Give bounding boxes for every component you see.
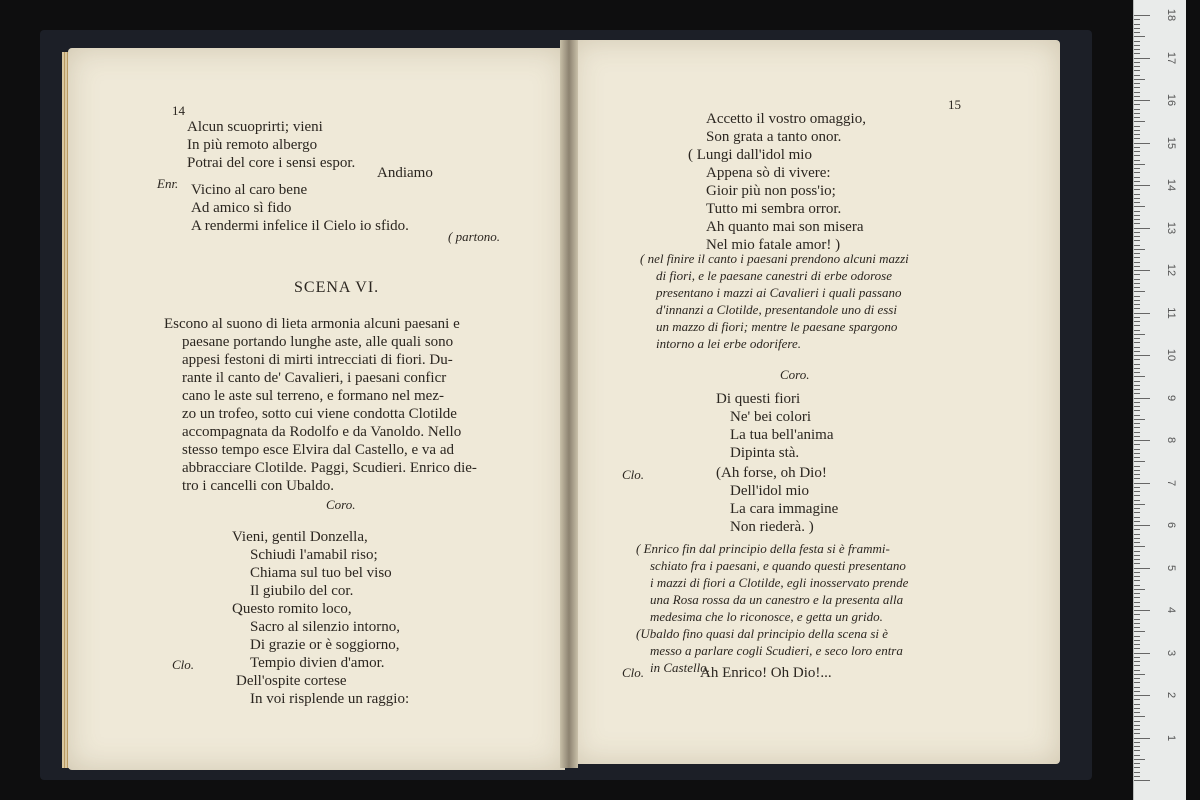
ruler-tick bbox=[1134, 168, 1140, 169]
ruler-number: 18 bbox=[1165, 8, 1177, 22]
ruler-tick bbox=[1134, 619, 1140, 620]
ruler-tick bbox=[1134, 670, 1140, 671]
verse-line: Gioir più non poss'io; bbox=[706, 183, 836, 199]
ruler-tick bbox=[1134, 534, 1140, 535]
ruler-tick bbox=[1134, 49, 1140, 50]
ruler-tick bbox=[1134, 117, 1140, 118]
ruler-tick bbox=[1134, 194, 1140, 195]
stage-direction-line: di fiori, e le paesane canestri di erbe odorose bbox=[656, 268, 893, 283]
verse-line: Di grazie or è soggiorno, bbox=[250, 637, 400, 653]
ruler-tick bbox=[1134, 211, 1140, 212]
speaker-label: Clo. bbox=[622, 665, 645, 680]
ruler-tick bbox=[1134, 729, 1140, 730]
ruler-tick bbox=[1134, 100, 1150, 101]
ruler-tick bbox=[1134, 712, 1140, 713]
verse-line: Sacro al silenzio intorno, bbox=[250, 619, 400, 635]
stage-direction: ( partono. bbox=[448, 229, 500, 244]
ruler-number: 14 bbox=[1165, 178, 1177, 192]
ruler-tick bbox=[1134, 500, 1140, 501]
ruler-tick bbox=[1134, 763, 1140, 764]
verse-line: Dell'ospite cortese bbox=[236, 673, 347, 689]
ruler-tick bbox=[1134, 678, 1140, 679]
ruler-tick bbox=[1134, 474, 1140, 475]
ruler-tick bbox=[1134, 478, 1140, 479]
verse-line: Tempio divien d'amor. bbox=[250, 655, 385, 671]
ruler-tick bbox=[1134, 172, 1140, 173]
ruler-tick bbox=[1134, 45, 1140, 46]
ruler-tick bbox=[1134, 325, 1140, 326]
verse-line: Tutto mi sembra orror. bbox=[706, 201, 842, 217]
ruler-tick bbox=[1134, 70, 1140, 71]
verse-line: Ne' bei colori bbox=[730, 409, 812, 425]
ruler-tick bbox=[1134, 19, 1140, 20]
ruler-number: 10 bbox=[1165, 348, 1177, 362]
ruler-tick bbox=[1134, 521, 1140, 522]
ruler-tick bbox=[1134, 674, 1145, 675]
ruler-tick bbox=[1134, 432, 1140, 433]
verse-line: Accetto il vostro omaggio, bbox=[706, 111, 866, 127]
ruler-tick bbox=[1134, 24, 1140, 25]
ruler-tick bbox=[1134, 257, 1140, 258]
ruler-tick bbox=[1134, 704, 1140, 705]
ruler-tick bbox=[1134, 708, 1140, 709]
stage-direction-line: d'innanzi a Clotilde, presentandole uno di essi bbox=[656, 302, 897, 317]
ruler-tick bbox=[1134, 53, 1140, 54]
ruler-tick bbox=[1134, 317, 1140, 318]
ruler-tick bbox=[1134, 529, 1140, 530]
ruler-tick bbox=[1134, 143, 1150, 144]
ruler-tick bbox=[1134, 330, 1140, 331]
ruler-tick bbox=[1134, 602, 1140, 603]
ruler-tick bbox=[1134, 83, 1140, 84]
ruler-tick bbox=[1134, 457, 1140, 458]
ruler-tick bbox=[1134, 568, 1150, 569]
ruler-tick bbox=[1134, 308, 1140, 309]
verse-line: Ah quanto mai son misera bbox=[706, 219, 864, 235]
ruler-tick bbox=[1134, 300, 1140, 301]
ruler-tick bbox=[1134, 389, 1140, 390]
ruler-tick bbox=[1134, 750, 1140, 751]
stage-direction-line: (Ubaldo fino quasi dal principio della scena si è bbox=[636, 626, 889, 641]
ruler-tick bbox=[1134, 449, 1140, 450]
ruler-tick bbox=[1134, 716, 1145, 717]
ruler-tick bbox=[1134, 759, 1145, 760]
ruler-tick bbox=[1134, 283, 1140, 284]
ruler-tick bbox=[1134, 653, 1150, 654]
ruler-tick bbox=[1134, 164, 1145, 165]
stage-paragraph-line: stesso tempo esce Elvira dal Castello, e va ad bbox=[182, 442, 454, 458]
verse-line: Vieni, gentil Donzella, bbox=[232, 529, 368, 545]
ruler-tick bbox=[1134, 733, 1140, 734]
ruler-number: 15 bbox=[1165, 136, 1177, 149]
ruler-tick bbox=[1134, 249, 1145, 250]
scene-title: SCENA VI. bbox=[294, 279, 380, 296]
ruler-tick bbox=[1134, 32, 1140, 33]
ruler-tick bbox=[1134, 223, 1140, 224]
ruler-tick bbox=[1134, 504, 1145, 505]
ruler-tick bbox=[1134, 699, 1140, 700]
verse-line: Vicino al caro bene bbox=[191, 182, 308, 198]
ruler-tick bbox=[1134, 41, 1140, 42]
ruler-tick bbox=[1134, 461, 1145, 462]
ruler-tick bbox=[1134, 228, 1150, 229]
stage-paragraph-line: cano le aste sul terreno, e formano nel mez- bbox=[182, 388, 444, 404]
ruler-tick bbox=[1134, 245, 1140, 246]
ruler-tick bbox=[1134, 563, 1140, 564]
ruler-tick bbox=[1134, 232, 1140, 233]
ruler-number: 8 bbox=[1165, 436, 1177, 444]
verse-line: Ad amico sì fido bbox=[191, 200, 292, 216]
ruler-tick bbox=[1134, 304, 1140, 305]
ruler-tick bbox=[1134, 351, 1140, 352]
verse-line: ( Lungi dall'idol mio bbox=[688, 147, 812, 163]
ruler-tick bbox=[1134, 517, 1140, 518]
ruler-tick bbox=[1134, 381, 1140, 382]
ruler-tick bbox=[1134, 240, 1140, 241]
ruler-tick bbox=[1134, 147, 1140, 148]
ruler-tick bbox=[1134, 215, 1140, 216]
ruler-tick bbox=[1134, 364, 1140, 365]
ruler-tick bbox=[1134, 274, 1140, 275]
ruler-tick bbox=[1134, 661, 1140, 662]
ruler-tick bbox=[1134, 436, 1140, 437]
verse-line: Alcun scuoprirti; vieni bbox=[187, 119, 323, 135]
verse-line: Dipinta stà. bbox=[730, 445, 800, 461]
ruler-tick bbox=[1134, 721, 1140, 722]
ruler-tick bbox=[1134, 746, 1140, 747]
ruler-tick bbox=[1134, 372, 1140, 373]
ruler-tick bbox=[1134, 253, 1140, 254]
ruler-tick bbox=[1134, 198, 1140, 199]
ruler-tick bbox=[1134, 130, 1140, 131]
stage-direction-line: i mazzi di fiori a Clotilde, egli inosservato prende bbox=[650, 575, 909, 590]
ruler-tick bbox=[1134, 189, 1140, 190]
ruler-tick bbox=[1134, 58, 1150, 59]
ruler-tick bbox=[1134, 495, 1140, 496]
ruler-tick bbox=[1134, 623, 1140, 624]
ruler-tick bbox=[1134, 466, 1140, 467]
speaker-label: Enr. bbox=[157, 176, 179, 191]
ruler-tick bbox=[1134, 423, 1140, 424]
ruler-tick bbox=[1134, 572, 1140, 573]
ruler-tick bbox=[1134, 368, 1140, 369]
ruler-tick bbox=[1134, 631, 1145, 632]
ruler-tick bbox=[1134, 551, 1140, 552]
stage-direction-line: un mazzo di fiori; mentre le paesane spargono bbox=[656, 319, 898, 334]
ruler-tick bbox=[1134, 338, 1140, 339]
verse-line: Ah Enrico! Oh Dio!... bbox=[700, 665, 832, 681]
ruler-tick bbox=[1134, 597, 1140, 598]
book-gutter bbox=[560, 40, 578, 768]
verse-line: In più remoto albergo bbox=[187, 137, 318, 153]
stage-paragraph-line: abbracciare Clotilde. Paggi, Scudieri. Enrico die- bbox=[182, 460, 477, 476]
ruler-tick bbox=[1134, 508, 1140, 509]
ruler-tick bbox=[1134, 206, 1145, 207]
ruler-number: 17 bbox=[1165, 51, 1177, 64]
ruler-tick bbox=[1134, 28, 1140, 29]
ruler-tick bbox=[1134, 36, 1145, 37]
ruler-number: 16 bbox=[1165, 93, 1177, 107]
ruler-tick bbox=[1134, 512, 1140, 513]
ruler-tick bbox=[1134, 636, 1140, 637]
ruler-tick bbox=[1134, 181, 1140, 182]
verse-line: (Ah forse, oh Dio! bbox=[716, 465, 827, 481]
ruler-tick bbox=[1134, 415, 1140, 416]
ruler-tick bbox=[1134, 738, 1150, 739]
ruler-number: 4 bbox=[1165, 606, 1177, 614]
ruler-tick bbox=[1134, 772, 1140, 773]
stage-paragraph-line: rante il canto de' Cavalieri, i paesani conficr bbox=[182, 370, 447, 386]
ruler-tick bbox=[1134, 648, 1140, 649]
ruler-number: 6 bbox=[1165, 521, 1177, 529]
ruler-tick bbox=[1134, 487, 1140, 488]
ruler-tick bbox=[1134, 576, 1140, 577]
ruler-tick bbox=[1134, 687, 1140, 688]
verse-line: Nel mio fatale amor! ) bbox=[706, 237, 841, 253]
ruler-tick bbox=[1134, 682, 1140, 683]
ruler-tick bbox=[1134, 87, 1140, 88]
ruler-tick bbox=[1134, 453, 1140, 454]
ruler-tick bbox=[1134, 113, 1140, 114]
ruler-number: 3 bbox=[1165, 649, 1177, 656]
stage-direction-line: schiato fra i paesani, e quando questi presentano bbox=[650, 558, 906, 573]
ruler-tick bbox=[1134, 640, 1140, 641]
ruler-tick bbox=[1134, 444, 1140, 445]
stage-direction-line: intorno a lei erbe odorifere. bbox=[656, 336, 802, 351]
ruler-tick bbox=[1134, 427, 1140, 428]
ruler-number: 7 bbox=[1165, 479, 1177, 486]
ruler-tick bbox=[1134, 262, 1140, 263]
ruler-tick bbox=[1134, 767, 1140, 768]
ruler-tick bbox=[1134, 725, 1140, 726]
ruler-tick bbox=[1134, 755, 1140, 756]
ruler-tick bbox=[1134, 79, 1145, 80]
ruler-tick bbox=[1134, 134, 1140, 135]
stage-direction-line: messo a parlare cogli Scudieri, e seco loro entra bbox=[650, 643, 903, 658]
ruler-tick bbox=[1134, 334, 1145, 335]
ruler-tick bbox=[1134, 236, 1140, 237]
verse-line: Di questi fiori bbox=[716, 391, 801, 407]
stage-paragraph-line: paesane portando lunghe aste, alle quali sono bbox=[182, 334, 454, 350]
ruler-tick bbox=[1134, 177, 1140, 178]
ruler-number: 9 bbox=[1165, 394, 1177, 401]
ruler-number: 1 bbox=[1165, 734, 1177, 741]
verse-line: Dell'idol mio bbox=[730, 483, 809, 499]
ruler-tick bbox=[1134, 393, 1140, 394]
ruler-tick bbox=[1134, 266, 1140, 267]
ruler-tick bbox=[1134, 185, 1150, 186]
ruler-tick bbox=[1134, 606, 1140, 607]
ruler-tick bbox=[1134, 321, 1140, 322]
verse-line: A rendermi infelice il Cielo io sfido. bbox=[191, 218, 409, 234]
ruler-tick bbox=[1134, 109, 1140, 110]
ruler-tick bbox=[1134, 385, 1140, 386]
ruler-tick bbox=[1134, 742, 1140, 743]
ruler-tick bbox=[1134, 151, 1140, 152]
page-number-left: 14 bbox=[172, 103, 185, 118]
ruler-tick bbox=[1134, 593, 1140, 594]
ruler-tick bbox=[1134, 359, 1140, 360]
ruler-tick bbox=[1134, 695, 1150, 696]
ruler-tick bbox=[1134, 75, 1140, 76]
ruler-tick bbox=[1134, 483, 1150, 484]
verse-line: La tua bell'anima bbox=[730, 427, 834, 443]
ruler-tick bbox=[1134, 580, 1140, 581]
stage-direction-line: medesima che lo riconosce, e getta un grido. bbox=[650, 609, 883, 624]
verse-line: Il giubilo del cor. bbox=[250, 583, 354, 599]
ruler-tick bbox=[1134, 610, 1150, 611]
verse-line: Appena sò di vivere: bbox=[706, 165, 831, 181]
stage-direction-line: ( nel finire il canto i paesani prendono alcuni mazzi bbox=[640, 251, 909, 266]
stage-direction-line: una Rosa rossa da un canestro e la presenta alla bbox=[650, 592, 904, 607]
ruler-tick bbox=[1134, 559, 1140, 560]
verse-line: Andiamo bbox=[377, 165, 433, 181]
ruler-tick bbox=[1134, 219, 1140, 220]
speaker-label: Clo. bbox=[172, 657, 195, 672]
ruler-tick bbox=[1134, 15, 1150, 16]
ruler-tick bbox=[1134, 313, 1150, 314]
ruler-number: 5 bbox=[1165, 564, 1177, 571]
ruler-tick bbox=[1134, 398, 1150, 399]
stage-paragraph-line: zo un trofeo, sotto cui viene condotta Clotilde bbox=[182, 406, 457, 422]
ruler-tick bbox=[1134, 296, 1140, 297]
ruler-number: 11 bbox=[1165, 306, 1177, 319]
ruler-tick bbox=[1134, 644, 1140, 645]
ruler-tick bbox=[1134, 92, 1140, 93]
ruler-tick bbox=[1134, 589, 1145, 590]
ruler-tick bbox=[1134, 138, 1140, 139]
ruler-tick bbox=[1134, 121, 1145, 122]
stage-paragraph-line: Escono al suono di lieta armonia alcuni paesani e bbox=[164, 316, 460, 332]
stage-direction-line: ( Enrico fin dal principio della festa si è frammi- bbox=[636, 541, 890, 556]
ruler-tick bbox=[1134, 287, 1140, 288]
ruler-tick bbox=[1134, 291, 1145, 292]
ruler-number: 12 bbox=[1165, 263, 1177, 277]
ruler-number: 2 bbox=[1165, 691, 1177, 699]
ruler-tick bbox=[1134, 62, 1140, 63]
stage-direction-line: presentano i mazzi ai Cavalieri i quali passano bbox=[656, 285, 902, 300]
stage-paragraph-line: appesi festoni di mirti intrecciati di fiori. Du- bbox=[182, 352, 453, 368]
ruler-tick bbox=[1134, 491, 1140, 492]
ruler-tick bbox=[1134, 279, 1140, 280]
ruler-tick bbox=[1134, 66, 1140, 67]
ruler-tick bbox=[1134, 546, 1145, 547]
speaker-label: Clo. bbox=[622, 467, 645, 482]
ruler-tick bbox=[1134, 542, 1140, 543]
ruler-tick bbox=[1134, 776, 1140, 777]
verse-line: Questo romito loco, bbox=[232, 601, 352, 617]
ruler-tick bbox=[1134, 347, 1140, 348]
ruler-tick bbox=[1134, 160, 1140, 161]
stage-paragraph-line: tro i cancelli con Ubaldo. bbox=[182, 478, 335, 494]
ruler-tick bbox=[1134, 555, 1140, 556]
stage-direction-line: in Castello. bbox=[650, 660, 710, 675]
ruler-tick bbox=[1134, 665, 1140, 666]
ruler-tick bbox=[1134, 627, 1140, 628]
ruler-tick bbox=[1134, 419, 1145, 420]
ruler-tick bbox=[1134, 525, 1150, 526]
ruler-tick bbox=[1134, 155, 1140, 156]
ruler-tick bbox=[1134, 470, 1140, 471]
chorus-label: Coro. bbox=[780, 367, 810, 382]
verse-line: Potrai del core i sensi espor. bbox=[187, 155, 356, 171]
ruler-tick bbox=[1134, 780, 1150, 781]
ruler-tick bbox=[1134, 538, 1140, 539]
ruler-tick bbox=[1134, 585, 1140, 586]
page-number-right: 15 bbox=[948, 97, 961, 112]
ruler-tick bbox=[1134, 691, 1140, 692]
ruler-tick bbox=[1134, 657, 1140, 658]
stage-paragraph-line: accompagnata da Rodolfo e da Vanoldo. Nello bbox=[182, 424, 462, 440]
ruler-tick bbox=[1134, 614, 1140, 615]
measuring-ruler bbox=[1133, 0, 1186, 800]
ruler-tick bbox=[1134, 402, 1140, 403]
verse-line: Chiama sul tuo bel viso bbox=[250, 565, 392, 581]
ruler-tick bbox=[1134, 270, 1150, 271]
ruler-tick bbox=[1134, 96, 1140, 97]
ruler-tick bbox=[1134, 126, 1140, 127]
verse-line: Son grata a tanto onor. bbox=[706, 129, 842, 145]
ruler-tick bbox=[1134, 376, 1145, 377]
ruler-tick bbox=[1134, 342, 1140, 343]
verse-line: La cara immagine bbox=[730, 501, 839, 517]
ruler-tick bbox=[1134, 410, 1140, 411]
chorus-label: Coro. bbox=[326, 497, 356, 512]
ruler-tick bbox=[1134, 202, 1140, 203]
ruler-tick bbox=[1134, 104, 1140, 105]
ruler-tick bbox=[1134, 406, 1140, 407]
ruler-tick bbox=[1134, 440, 1150, 441]
verse-line: Schiudi l'amabil riso; bbox=[250, 547, 378, 563]
verse-line: In voi risplende un raggio: bbox=[250, 691, 410, 707]
ruler-tick bbox=[1134, 355, 1150, 356]
verse-line: Non riederà. ) bbox=[730, 519, 814, 535]
ruler-number: 13 bbox=[1165, 221, 1177, 234]
